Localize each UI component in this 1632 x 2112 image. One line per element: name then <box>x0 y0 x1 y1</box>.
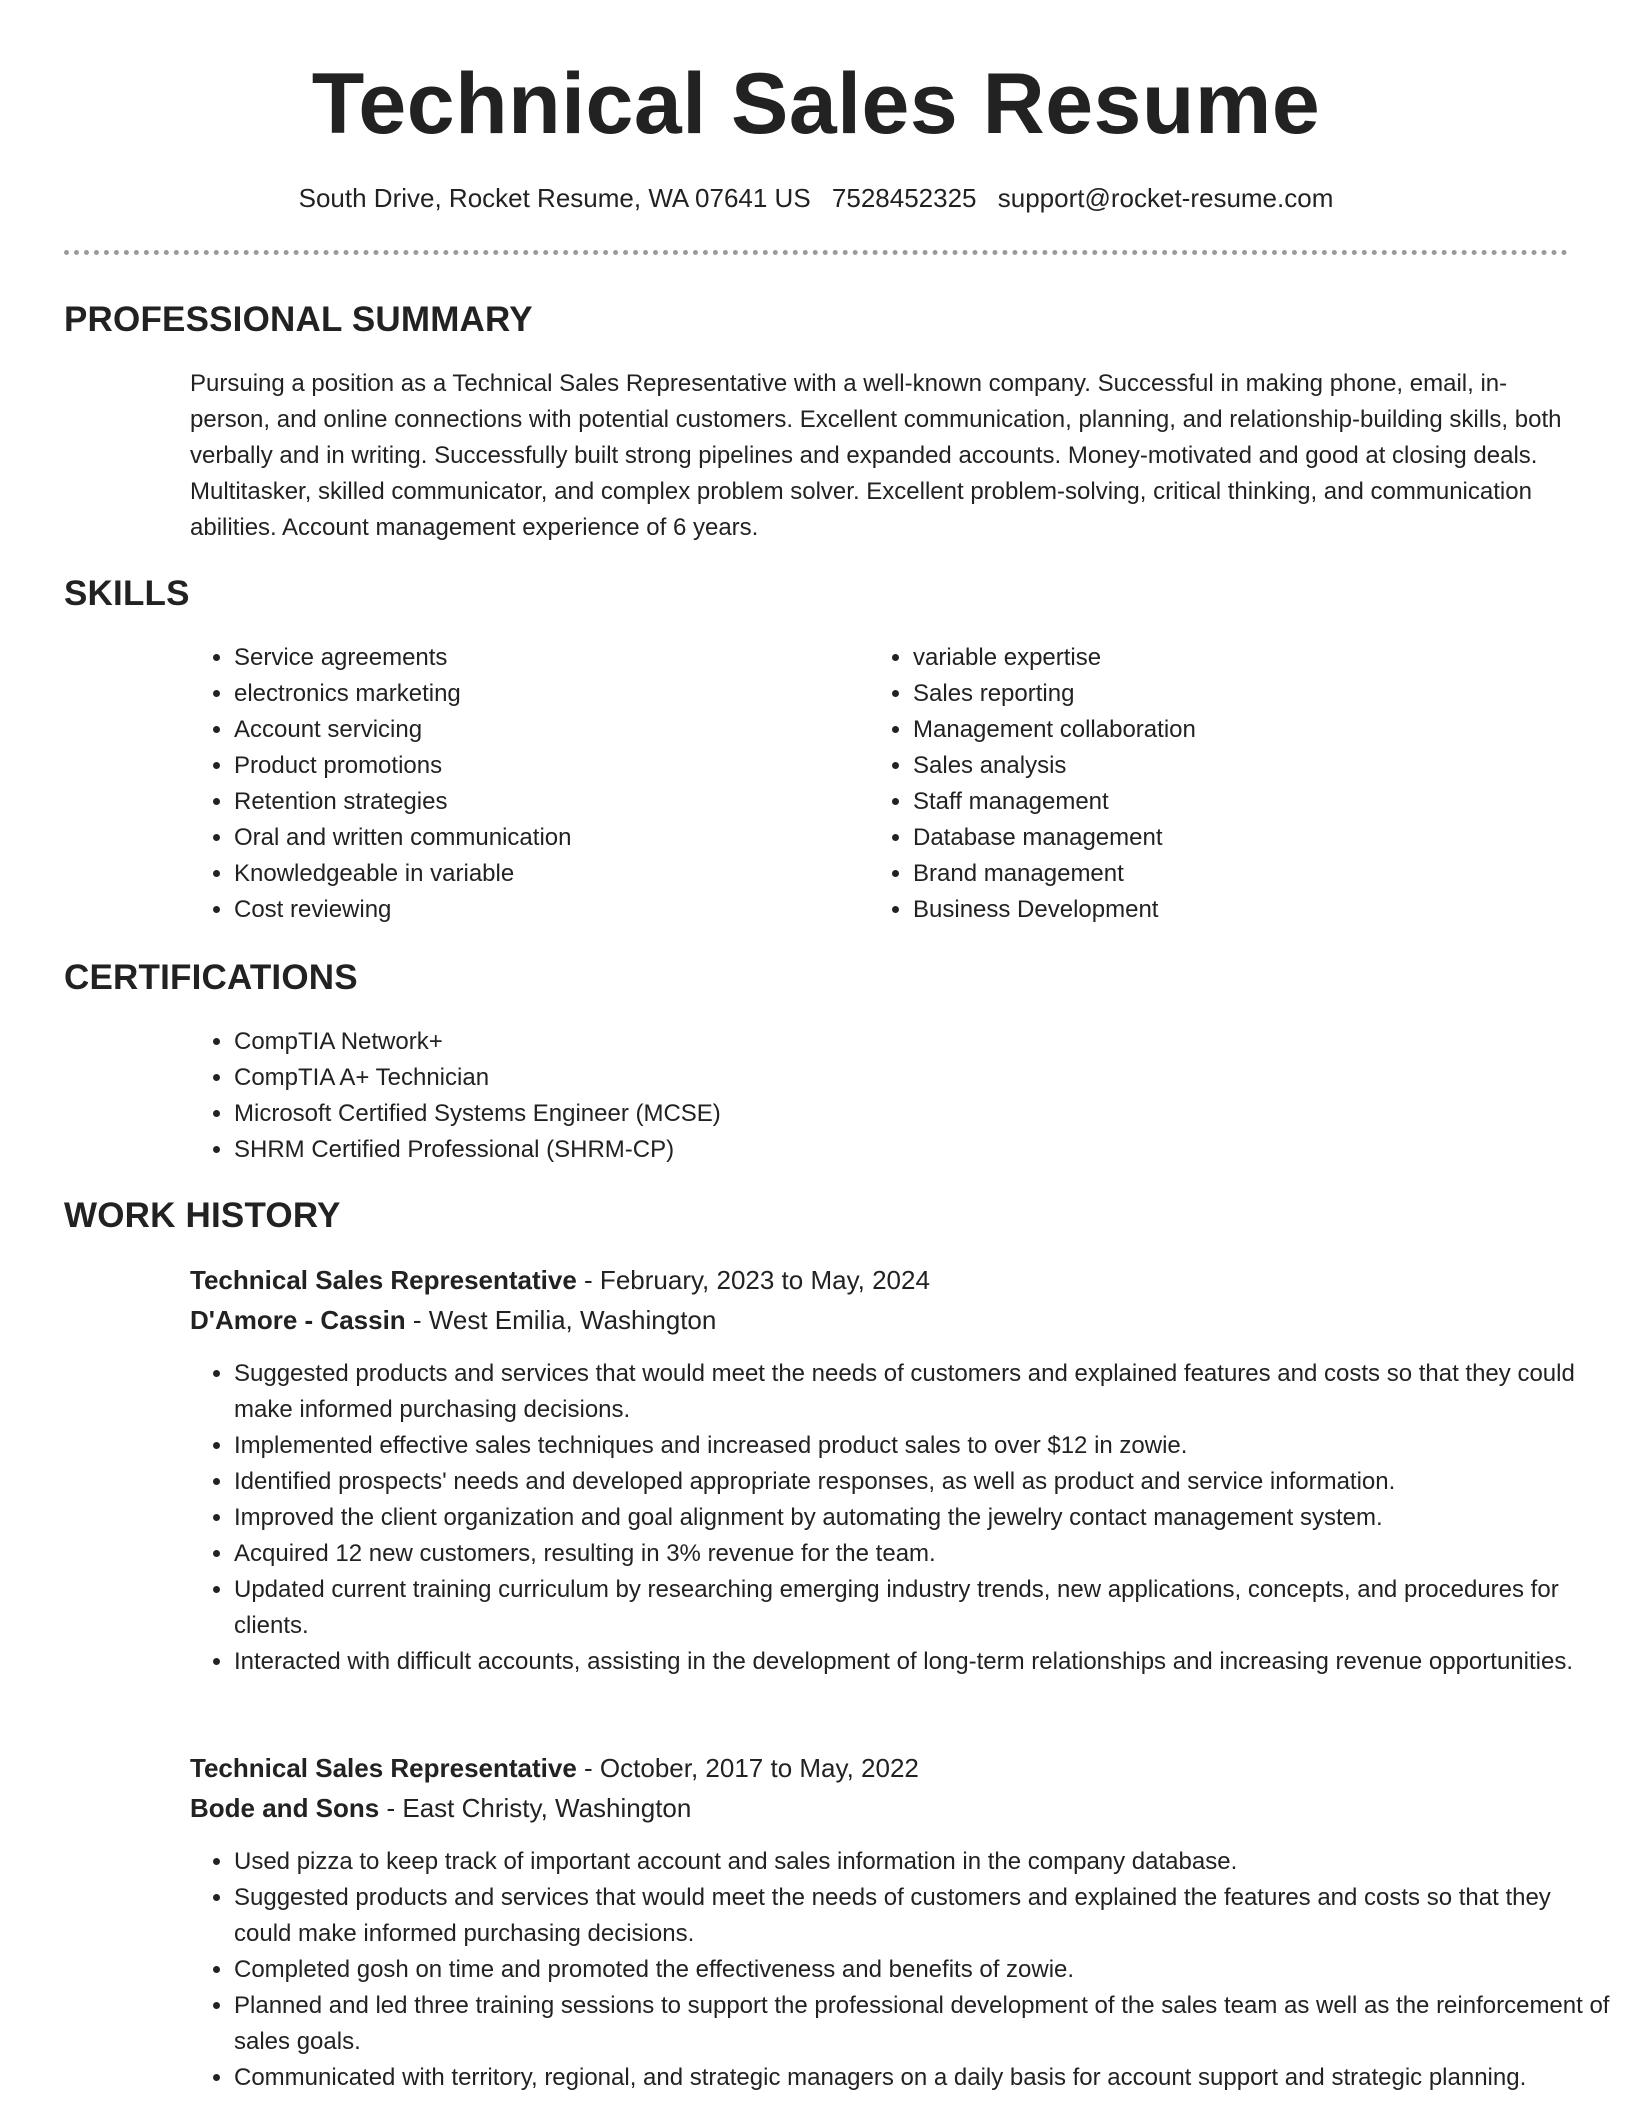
job-duty-item: • Planned and led three training sessions to support the professional development of the sales team as well as the reinforcement of sales goals. <box>234 1988 1614 2060</box>
job-duty-item: • Suggested products and services that would meet the needs of customers and explained the features and costs so that they could make informed purchasing decisions. <box>234 1880 1614 1952</box>
skill-item: • Management collaboration <box>913 712 1533 748</box>
skills-list-left <box>190 640 854 928</box>
skill-item: • Account servicing <box>234 712 854 748</box>
certifications-list <box>190 1024 1614 1168</box>
job-duty-item: • Interacted with difficult accounts, assisting in the development of long-term relationships and increasing revenue opportunities. <box>234 1644 1614 1680</box>
job-duties-list <box>190 1356 1614 1680</box>
job-company: D'Amore - Cassin <box>190 1305 406 1335</box>
skill-item: • Sales analysis <box>913 748 1533 784</box>
job-duty-item: • Improved the client organization and goal alignment by automating the jewelry contact management system. <box>234 1500 1614 1536</box>
skill-item: • Product promotions <box>234 748 854 784</box>
skill-item: • Business Development <box>913 892 1533 928</box>
summary-text: Pursuing a position as a Technical Sales Representative with a well-known company. Successful in making phone, email, in-person, and online connections with potential customers. Excellent communication, planning, and relationship-building skills, both verbally and in writing. Successfully built strong pipelines and expanded accounts. Money-motivated and good at closing deals. Multitasker, skilled communicator, and complex problem solver. Excellent problem-solving, critical thinking, and communication abilities. Account management experience of 6 years. <box>190 370 1562 541</box>
skill-item: • variable expertise <box>913 640 1533 676</box>
section-title-work-history: WORK HISTORY <box>64 1196 341 1235</box>
section-title-skills: SKILLS <box>64 574 190 613</box>
skill-item: • electronics marketing <box>234 676 854 712</box>
skill-item: • Knowledgeable in variable <box>234 856 854 892</box>
skill-item: • Service agreements <box>234 640 854 676</box>
skill-item: • Staff management <box>913 784 1533 820</box>
job-location: - East Christy, Washington <box>379 1793 692 1823</box>
job-dates: - February, 2023 to May, 2024 <box>576 1265 930 1295</box>
skill-item: • Database management <box>913 820 1533 856</box>
skill-item: • Sales reporting <box>913 676 1533 712</box>
job-duty-item: • Implemented effective sales techniques and increased product sales to over $12 in zowie. <box>234 1428 1614 1464</box>
job-dates: - October, 2017 to May, 2022 <box>576 1753 919 1783</box>
job-duty-item: • Acquired 12 new customers, resulting in 3% revenue for the team. <box>234 1536 1614 1572</box>
contact-address: South Drive, Rocket Resume, WA 07641 US <box>298 183 811 213</box>
contact-email: support@rocket-resume.com <box>997 183 1334 213</box>
job-title-line <box>190 1262 930 1298</box>
job-duty-item: • Used pizza to keep track of important account and sales information in the company database. <box>234 1844 1614 1880</box>
certification-item: • CompTIA Network+ <box>234 1024 1614 1060</box>
job-duty-item: • Identified prospects' needs and developed appropriate responses, as well as product and service information. <box>234 1464 1614 1500</box>
job-duty-item: • Updated current training curriculum by researching emerging industry trends, new applications, concepts, and procedures for clients. <box>234 1572 1614 1644</box>
job-position: Technical Sales Representative <box>190 1265 577 1295</box>
section-title-certifications: CERTIFICATIONS <box>64 958 358 997</box>
job-title-line <box>190 1750 919 1786</box>
job-duty-item: • Suggested products and services that would meet the needs of customers and explained features and costs so that they could make informed purchasing decisions. <box>234 1356 1614 1428</box>
certification-item: • CompTIA A+ Technician <box>234 1060 1614 1096</box>
header-divider <box>64 250 1568 255</box>
job-company-line <box>190 1790 691 1826</box>
job-duty-item: • Communicated with territory, regional, and strategic managers on a daily basis for account support and strategic planning. <box>234 2060 1614 2096</box>
certification-item: • SHRM Certified Professional (SHRM-CP) <box>234 1132 1614 1168</box>
skill-item: • Retention strategies <box>234 784 854 820</box>
resume-title: Technical Sales Resume <box>311 56 1321 152</box>
skill-item: • Brand management <box>913 856 1533 892</box>
section-title-summary: PROFESSIONAL SUMMARY <box>64 300 533 339</box>
skill-item: • Oral and written communication <box>234 820 854 856</box>
job-location: - West Emilia, Washington <box>405 1305 717 1335</box>
contact-phone: 7528452325 <box>831 183 977 213</box>
contact-info <box>0 180 1632 216</box>
certification-item: • Microsoft Certified Systems Engineer (MCSE) <box>234 1096 1614 1132</box>
skills-list-right <box>869 640 1533 928</box>
skill-item: • Cost reviewing <box>234 892 854 928</box>
job-duty-item: • Completed gosh on time and promoted the effectiveness and benefits of zowie. <box>234 1952 1614 1988</box>
job-duties-list <box>190 1844 1614 2096</box>
job-position: Technical Sales Representative <box>190 1753 577 1783</box>
job-company: Bode and Sons <box>190 1793 380 1823</box>
job-company-line <box>190 1302 716 1338</box>
